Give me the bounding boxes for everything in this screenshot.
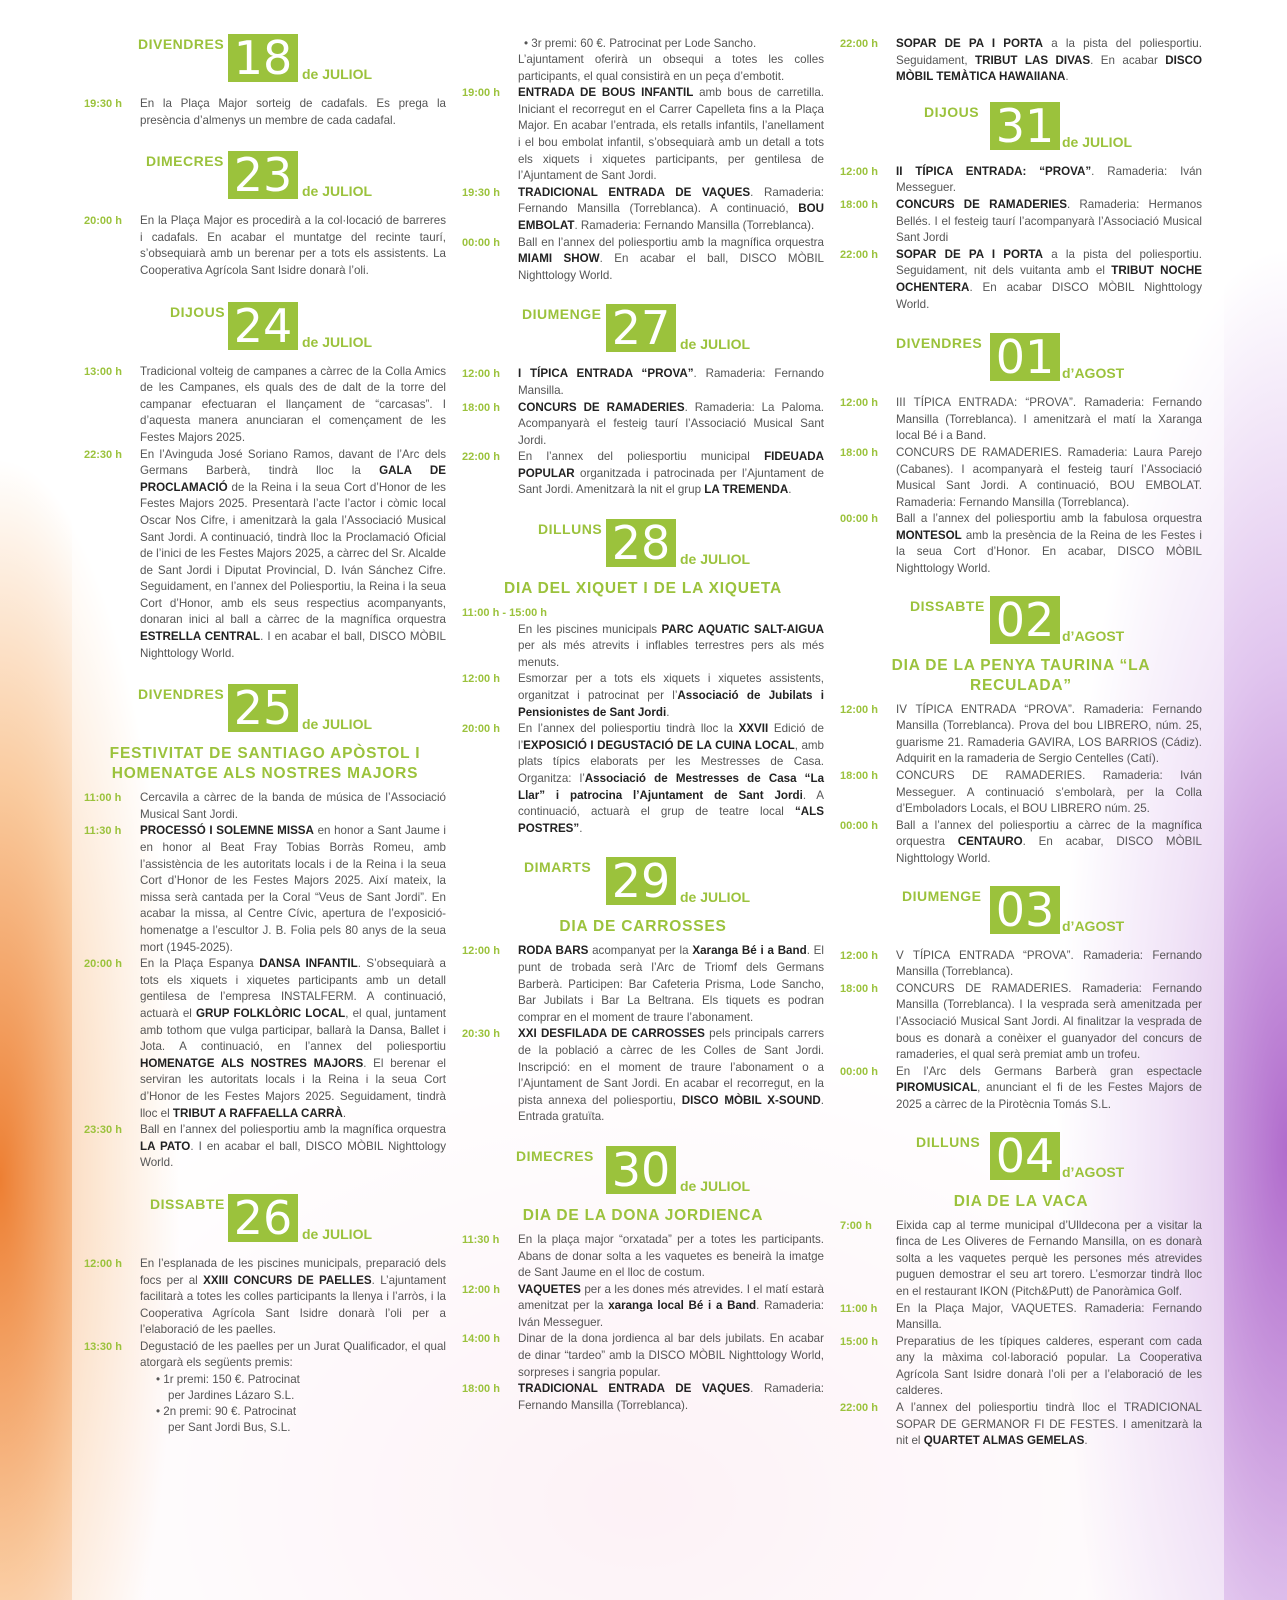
event-time: 18:00 h — [840, 770, 878, 783]
event — [840, 981, 1202, 1064]
event-time: 11:30 h — [84, 825, 122, 838]
event — [462, 605, 824, 622]
event — [462, 1232, 824, 1282]
weekday-label: DISSABTE — [910, 597, 985, 614]
event — [462, 1026, 824, 1126]
event — [462, 622, 824, 672]
event — [462, 671, 824, 721]
event-text: Ball en l’annex del poliesportiu amb la magnífica orquestra MIAMI SHOW. En acabar el ball, DISCO MÒBIL Nighttology World. — [518, 235, 824, 282]
event — [84, 823, 446, 956]
event-text: En la Plaça Major, VAQUETES. Ramaderia: Fernando Mansilla. — [896, 1301, 1202, 1332]
event-time: 11:00 h — [84, 792, 122, 805]
weekday-label: DIVENDRES — [896, 335, 983, 352]
event — [840, 247, 1202, 313]
day-number: 24 — [228, 302, 298, 350]
event-text: En l’Arc dels Germans Barberà gran espectacle PIROMUSICAL, anunciant el fi de les Festes Majors de 2025 a càrrec de la Pirotècnia Tomás S.L. — [896, 1064, 1202, 1111]
event — [840, 768, 1202, 818]
event-time: 20:30 h — [462, 1028, 500, 1041]
event-text: III TÍPICA ENTRADA: “PROVA”. Ramaderia: Fernando Mansilla (Torreblanca). I amenitzarà el matí la Xaranga local Bé i a Band. — [896, 396, 1202, 443]
event-time: 15:00 h — [840, 1335, 878, 1348]
event-text: CONCURS DE RAMADERIES. Ramaderia: Laura Parejo (Cabanes). I acompanyarà el festeig taurí l’Associació Musical Sant Jordi. A continuació, BOU EMBOLAT. Ramaderia: Fernando Mansilla (Torreblanca). — [896, 445, 1202, 509]
event — [462, 1282, 824, 1332]
weekday-label: DIMARTS — [524, 859, 592, 876]
event-text: Ball a l’annex del poliesportiu a càrrec de la magnífica orquestra CENTAURO. En acabar, DISCO MÒBIL Nighttology World. — [896, 818, 1202, 865]
event-time: 12:00 h — [462, 945, 500, 958]
day-header-23 — [84, 148, 446, 207]
event-time: 19:30 h — [84, 98, 122, 110]
weekday-label: DIMECRES — [146, 153, 224, 170]
event-time: 00:00 h — [462, 236, 500, 249]
event-text: Esmorzar per a tots els xiquets i xiquetes assistents, organitzat i patrocinat per l’Associació de Jubilats i Pensionistes de Sant Jordi. — [518, 672, 824, 719]
event-text: SOPAR DE PA I PORTA a la pista del poliesportiu. Seguidament, TRIBUT LAS DIVAS. En acabar DISCO MÒBIL TEMÀTICA HAWAIIANA. — [896, 37, 1202, 84]
month-label: de JULIOL — [302, 183, 373, 200]
event-time: 12:00 h — [462, 368, 500, 381]
event-time: 12:00 h — [840, 165, 878, 178]
event — [84, 96, 446, 129]
event-text: XXI DESFILADA DE CARROSSES pels principals carrers de la població a càrrec de les Colles de Sant Jordi. Inscripció: en el moment de traure l’abonament o a l’Ajuntament de Sant Jordi. En acabar el recorregut, en la pista annexa del poliesportiu, DISCO MÒBIL X-SOUND. Entrada gratuïta. — [518, 1027, 824, 1124]
event-time: 13:00 h — [84, 365, 122, 378]
event — [84, 956, 446, 1122]
day-number: 30 — [606, 1146, 676, 1194]
day-number: 04 — [990, 1132, 1060, 1180]
day-number: 31 — [990, 102, 1060, 150]
event — [840, 197, 1202, 247]
day-header-28 — [462, 516, 824, 575]
event-text: ENTRADA DE BOUS INFANTIL amb bous de carretilla. Iniciant el recorregut en el Carrer Capelleta fins a la Plaça Major. En acabar l’entrada, els retalls infantils, l’anellament i el bou embolat infantil, s’obsequiarà amb un detall a tots els xiquets i xiquetes participants, per gentilesa de l’Ajuntament de Sant Jordi. — [518, 86, 824, 183]
event — [840, 1218, 1202, 1301]
event-text: CONCURS DE RAMADERIES. Ramaderia: Fernando Mansilla (Torreblanca). I la vesprada serà amenitzada per l’Associació Musical Sant Jordi. Al finalitzar la vesprada de bous es donarà a conèixer el guanyador del concurs de ramaderies, el qual serà premiat amb un trofeu. — [896, 981, 1202, 1062]
event — [840, 1400, 1202, 1450]
day-number: 25 — [228, 684, 298, 732]
event-text: En la Plaça Major sorteig de cadafals. Es prega la presència d’almenys un membre de cada cadafal. — [140, 97, 446, 127]
prize-item: • 3r premi: 60 €. Patrocinat per Lode Sancho. — [524, 37, 757, 50]
event-time: 19:00 h — [462, 87, 500, 100]
event-text: A l’annex del poliesportiu tindrà lloc el TRADICIONAL SOPAR DE GERMANOR FI DE FESTES. I amenitzarà la nit el QUARTET ALMAS GEMELAS. — [896, 1401, 1202, 1448]
event — [840, 948, 1202, 981]
month-label: de JULIOL — [680, 551, 751, 568]
event-time: 13:30 h — [84, 1340, 122, 1353]
day-number: 03 — [990, 886, 1060, 934]
event — [462, 721, 824, 837]
event-time: 18:00 h — [840, 446, 878, 459]
event — [462, 1381, 824, 1414]
month-label: de JULIOL — [680, 1177, 751, 1194]
event-text: SOPAR DE PA I PORTA a la pista del poliesportiu. Seguidament, nit dels vuitanta amb el TRIBUT NOCHE OCHENTERA. En acabar DISCO MÒBIL Nighttology World. — [896, 247, 1202, 311]
day-number: 02 — [990, 596, 1060, 644]
event-text: CONCURS DE RAMADERIES. Ramaderia: Hermanos Bellés. I el festeig taurí l’acompanyarà l’Associació Musical Sant Jordi — [896, 197, 1202, 245]
column-1 — [84, 31, 446, 1436]
month-label: d’AGOST — [1062, 1163, 1125, 1180]
prize-sponsor: per Sant Jordi Bus, S.L. — [168, 1421, 291, 1435]
event-text: Ball en l’annex del poliesportiu amb la magnífica orquestra LA PATO. I en acabar el ball, DISCO MÒBIL Nighttology World. — [140, 1123, 446, 1170]
month-label: d’AGOST — [1062, 917, 1125, 934]
event-time: 00:00 h — [840, 513, 878, 526]
prize-sponsor: per Jardines Lázaro S.L. — [168, 1389, 295, 1403]
event-time: 11:30 h — [462, 1233, 500, 1246]
event-text: Dinar de la dona jordienca al bar dels jubilats. En acabar de dinar “tardeo” amb la DISCO MÒBIL Nighttology World, sorpreses i sangria popular. — [518, 1332, 824, 1379]
month-label: de JULIOL — [680, 336, 751, 353]
event-text: L’ajuntament oferirà un obsequi a totes les colles participants, el qual consistirà en un peça d’embotit. — [518, 53, 824, 83]
event-text: TRADICIONAL ENTRADA DE VAQUES. Ramaderia: Fernando Mansilla (Torreblanca). A continuació, BOU EMBOLAT. Ramaderia: Fernando Mansilla (Torreblanca). — [518, 185, 824, 232]
event-time: 22:00 h — [840, 1402, 878, 1415]
day-title: DIA DE LA DONA JORDIENCA — [522, 1206, 764, 1224]
day-header-25 — [84, 681, 446, 740]
event-text: En l’annex del poliesportiu municipal FIDEUADA POPULAR organitzada i patrocinada per l’Ajuntament de Sant Jordi. Amenitzarà la nit el grup LA TREMENDA. — [518, 450, 824, 497]
column-3 — [840, 36, 1202, 1450]
event-text: Cercavila a càrrec de la banda de música de l’Associació Musical Sant Jordi. — [140, 791, 446, 821]
day-header-18 — [84, 31, 446, 90]
day-number: 26 — [228, 1194, 298, 1242]
month-label: de JULIOL — [302, 333, 373, 350]
event-text: II TÍPICA ENTRADA: “PROVA”. Ramaderia: Iván Messeguer. — [896, 164, 1202, 195]
event-time: 7:00 h — [840, 1219, 872, 1232]
event-text: RODA BARS acompanyat per la Xaranga Bé i a Band. El punt de trobada serà l’Arc de Triomf dels Germans Barberà. Participen: Bar Cafeteria Prisma, Lode Sancho, Bar Jubilats i Bar La Beltrana. Els tiquets es podran comprar en el moment de traure l’abonament. — [518, 944, 824, 1024]
day-header-27 — [462, 301, 824, 360]
day-header-04 — [840, 1128, 1202, 1188]
event-text: IV TÍPICA ENTRADA “PROVA”. Ramaderia: Fernando Mansilla (Torreblanca). Prova del bou LIBRERO, núm. 25, guarisme 21. Ramaderia GAVIRA, LOS BARRIOS (Cádiz). Adquirit en la ramaderia de Sergio Centelles (Catí). — [896, 702, 1202, 766]
day-header-01 — [840, 330, 1202, 389]
event-time: 18:00 h — [840, 982, 878, 995]
day-title: DIA DEL XIQUET I DE LA XIQUETA — [503, 580, 783, 598]
event-time: 22:00 h — [840, 38, 878, 50]
event — [840, 702, 1202, 768]
event-time: 18:00 h — [462, 1383, 500, 1396]
day-number: 18 — [228, 34, 298, 82]
event-time: 12:00 h — [840, 703, 878, 716]
prize-item: • 1r premi: 150 €. Patrocinat — [156, 1373, 300, 1387]
weekday-label: DILLUNS — [538, 521, 603, 538]
event-time: 12:00 h — [462, 1283, 500, 1296]
event — [462, 235, 824, 285]
month-label: de JULIOL — [1062, 133, 1133, 150]
month-label: de JULIOL — [302, 1225, 373, 1242]
event — [840, 511, 1202, 577]
event — [840, 1064, 1202, 1114]
day-title: FESTIVITAT DE SANTIAGO APÒSTOL I HOMENATGE ALS NOSTRES MAJORS — [109, 745, 421, 783]
weekday-label: DIJOUS — [924, 103, 980, 120]
event — [462, 366, 824, 399]
day-header-31 — [840, 98, 1202, 158]
event — [840, 1334, 1202, 1400]
event-time: 20:00 h — [462, 723, 500, 736]
day-number: 23 — [228, 151, 298, 199]
day-header-02 — [840, 592, 1202, 652]
event-text: En la Plaça Espanya DANSA INFANTIL. S’obsequiarà a tots els xiquets i xiquetes participants amb un detall gentilesa de l’empresa INSTALFERM. A continuació, actuarà el GRUP FOLKLÒRIC LOCAL, el qual, juntament amb tothom que vulga participar, ballarà la Dansa, Ballet i Jota. A continuació, en l’annex del poliesportiu HOMENATGE ALS NOSTRES MAJORS. El berenar el serviran les autoritats locals i la Reina i la seua Cort d’Honor de les Festes Majors 2025. Seguidament, tindrà lloc el TRIBUT A RAFFAELLA CARRÀ. — [140, 957, 446, 1120]
event-time: 18:00 h — [462, 401, 500, 414]
event — [462, 400, 824, 450]
event — [84, 1122, 446, 1172]
event-text: En l’annex del poliesportiu tindrà lloc la XXVII Edició de l’EXPOSICIÓ I DEGUSTACIÓ DE LA CUINA LOCAL, amb plats típics elaborats per les Mestresses de Casa. Organitza: l’Associació de Mestresses de Casa “La Llar” i patrocina l’Ajuntament de Sant Jordi. A continuació, actuarà el grup de teatre local “ALS POSTRES”. — [518, 722, 825, 835]
event-time: 22:00 h — [840, 248, 878, 261]
event-time: 18:00 h — [840, 198, 878, 211]
event — [84, 447, 446, 663]
day-header-26 — [84, 1190, 446, 1250]
day-header-30 — [462, 1142, 824, 1202]
day-title: DIA DE CARROSSES — [559, 918, 727, 936]
event — [840, 395, 1202, 445]
event-text: I TÍPICA ENTRADA “PROVA”. Ramaderia: Fernando Mansilla. — [518, 367, 824, 397]
event-time: 12:00 h — [462, 673, 500, 686]
event — [840, 445, 1202, 511]
event — [840, 36, 1202, 86]
event — [462, 85, 824, 185]
event — [840, 164, 1202, 197]
event-time: 19:30 h — [462, 186, 500, 199]
month-label: de JULIOL — [680, 889, 751, 906]
event-text: CONCURS DE RAMADERIES. Ramaderia: La Paloma. Acompanyarà el festeig taurí l’Associació Musical Sant Jordi. — [518, 400, 824, 447]
event-time: 00:00 h — [840, 819, 878, 832]
day-header-24 — [84, 298, 446, 358]
event — [84, 1256, 446, 1339]
event-time: 23:30 h — [84, 1124, 122, 1137]
event — [462, 185, 824, 235]
day-number: 29 — [606, 857, 676, 905]
month-label: d’AGOST — [1062, 627, 1125, 644]
event-text: En l’Avinguda José Soriano Ramos, davant de l’Arc dels Germans Barberà, tindrà lloc la GALA DE PROCLAMACIÓ de la Reina i la seua Cort d’Honor de les Festes Majors 2025. Presentarà l’acte l’actor i còmic local Oscar Nos Cifre, i amenitzarà la gala l’Associació Musical Sant Jordi. A continuació, tindrà lloc la Proclamació Oficial de l’inici de les Festes Majors 2025, a càrrec del Sr. Alcalde de Sant Jordi i Diputat Provincial, D. Iván Sánchez Cifre. Seguidament, en l’annex del Poliesportiu, la Reina i la seua Cort d’Honor, amb els seus respectius acompanyants, donaran inici al ball a càrrec de la magnífica orquestra ESTRELLA CENTRAL. I en acabar el ball, DISCO MÒBIL Nighttology World. — [140, 447, 446, 660]
event-time: 12:00 h — [84, 1257, 122, 1270]
event-text: TRADICIONAL ENTRADA DE VAQUES. Ramaderia: Fernando Mansilla (Torreblanca). — [518, 1382, 824, 1412]
event — [84, 213, 446, 279]
event — [84, 364, 446, 447]
event-time: 20:00 h — [84, 958, 122, 971]
day-header-29 — [462, 854, 824, 913]
event-time: 20:00 h — [84, 215, 122, 228]
event-text: VAQUETES per a les dones més atrevides. I el matí estarà amenitzat per la xaranga local Bé i a Band. Ramaderia: Iván Messeguer. — [518, 1282, 825, 1329]
event-time: 11:00 h - 15:00 h — [462, 607, 547, 620]
event-time: 00:00 h — [840, 1065, 878, 1078]
event-time: 22:30 h — [84, 448, 122, 461]
weekday-label: DIMECRES — [516, 1147, 594, 1164]
event-text: Tradicional volteig de campanes a càrrec de la Colla Amics de les Campanes, els quals des de dalt de la torre del campanar efectuaran el llançament de “carcasas”. I d’aquesta manera anunciaran el començament de les Festes Majors 2025. — [140, 364, 446, 444]
weekday-label: DIVENDRES — [138, 36, 225, 52]
weekday-label: DIJOUS — [170, 303, 226, 320]
event-text: Degustació de les paelles per un Jurat Qualificador, el qual atorgarà els següents premis: — [140, 1339, 446, 1370]
day-number: 01 — [990, 333, 1060, 381]
event-time: 22:00 h — [462, 451, 500, 464]
event — [84, 790, 446, 823]
event — [84, 1339, 446, 1372]
weekday-label: DIVENDRES — [138, 686, 225, 703]
event-time: 12:00 h — [840, 949, 878, 962]
event-text: En les piscines municipals PARC AQUATIC SALT-AIGUA per als més atrevits i inflables terrestres pers als més menuts. — [518, 622, 824, 669]
event-text: V TÍPICA ENTRADA “PROVA”. Ramaderia: Fernando Mansilla (Torreblanca). — [896, 948, 1202, 979]
event — [462, 449, 824, 499]
day-number: 28 — [606, 519, 676, 567]
column-2 — [462, 36, 824, 1414]
event-time: 14:00 h — [462, 1333, 500, 1346]
day-title: DIA DE LA VACA — [953, 1192, 1089, 1210]
weekday-label: DIUMENGE — [902, 887, 982, 904]
event — [840, 1301, 1202, 1334]
weekday-label: DISSABTE — [150, 1195, 225, 1212]
event-text: PROCESSÓ I SOLEMNE MISSA en honor a Sant Jaume i en honor al Beat Fray Tobias Borràs Romeu, amb l’assistència de les autoritats locals i de la Reina i la seua Cort d’Honor de les Festes Majors 2025. Així mateix, la missa serà cantada per la Coral “Veus de Sant Jordi”. En acabar la missa, al Centre Cívic, apertura de l’exposició-homenatge a l’escultor J. B. Folia pels 80 anys de la seua mort (1945-2025). — [140, 824, 446, 954]
event — [462, 1331, 824, 1381]
event — [462, 52, 824, 85]
day-header-03 — [840, 882, 1202, 942]
event-text: En l’esplanada de les piscines municipals, preparació dels focs per al XXIII CONCURS DE PAELLES. L’ajuntament facilitarà a totes les colles participants la llenya i l’arròs, i la Cooperativa Agrícola Sant Isidre donarà l’oli per a l’elaboració de les paelles. — [140, 1256, 446, 1337]
event-time: 12:00 h — [840, 397, 878, 410]
event — [462, 943, 824, 1026]
event-text: Preparatius de les típiques calderes, esperant com cada any la màxima col·laboració popular. La Cooperativa Agrícola Sant Isidre donarà l’oli per a l’elaboració de les calderes. — [896, 1334, 1202, 1398]
weekday-label: DILLUNS — [916, 1133, 981, 1150]
event-time: 11:00 h — [840, 1302, 878, 1315]
month-label: d’AGOST — [1062, 365, 1125, 382]
event-text: CONCURS DE RAMADERIES. Ramaderia: Iván Messeguer. A continuació s’embolarà, per la Colla d’Emboladors Locals, el BOU LIBRERO núm. 25. — [896, 769, 1202, 816]
event-text: En la Plaça Major es procedirà a la col·locació de barreres i cadafals. En acabar el muntatge del recinte taurí, s’obsequiarà amb un berenar per a tots els assistents. La Cooperativa Agrícola Sant Isidre donarà l’oli. — [140, 214, 446, 277]
month-label: de JULIOL — [302, 66, 373, 82]
event-text: Eixida cap al terme municipal d’Ulldecona per a visitar la finca de Les Oliveres de Fernando Mansilla, on es donarà solta a les vaquetes perquè les persones més atrevides puguen demostrar el seu art torero. L’esmorzar tindrà lloc en el restaurant IKON (Pitch&Putt) de Panoràmica Golf. — [896, 1218, 1202, 1298]
event-text: En la plaça major “orxatada” per a totes les participants. Abans de donar solta a les vaquetes es beneirà la imatge de Sant Jaume en el lloc de costum. — [518, 1232, 824, 1280]
day-title: DIA DE LA PENYA TAURINA “LA RECULADA” — [891, 656, 1151, 694]
event-text: Ball a l’annex del poliesportiu amb la fabulosa orquestra MONTESOL amb la presència de la Reina de les Festes i la seua Cort d’Honor. En acabar, DISCO MÒBIL Nighttology World. — [896, 512, 1202, 576]
day-number: 27 — [606, 304, 676, 352]
event — [840, 818, 1202, 868]
weekday-label: DIUMENGE — [522, 306, 602, 323]
month-label: de JULIOL — [302, 716, 373, 733]
prize-item: • 2n premi: 90 €. Patrocinat — [156, 1405, 297, 1419]
